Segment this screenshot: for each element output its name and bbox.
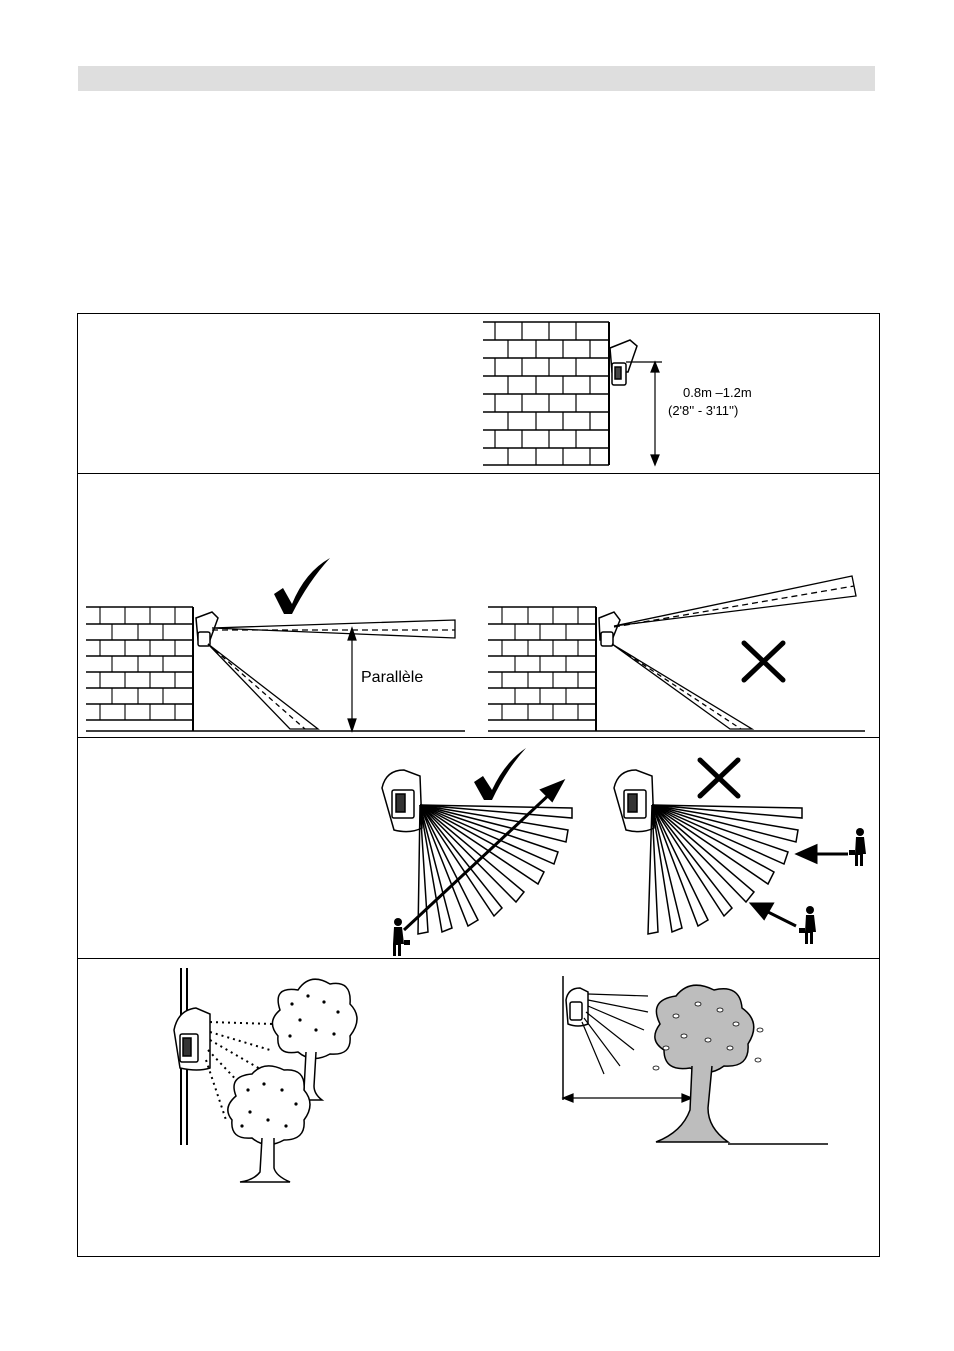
detector-icon: [174, 1008, 210, 1070]
detection-zone-lines: [582, 994, 648, 1074]
tree-icon: [228, 979, 357, 1182]
detector-icon: [566, 988, 588, 1026]
height-label-imperial: (2'8'' - 3'11''): [668, 403, 739, 418]
height-label: 0.8m –1.2m: [683, 385, 752, 400]
tree-icon: [655, 985, 828, 1144]
distance-arrow: [563, 1094, 692, 1102]
parallel-label: Parallèle: [361, 669, 424, 686]
